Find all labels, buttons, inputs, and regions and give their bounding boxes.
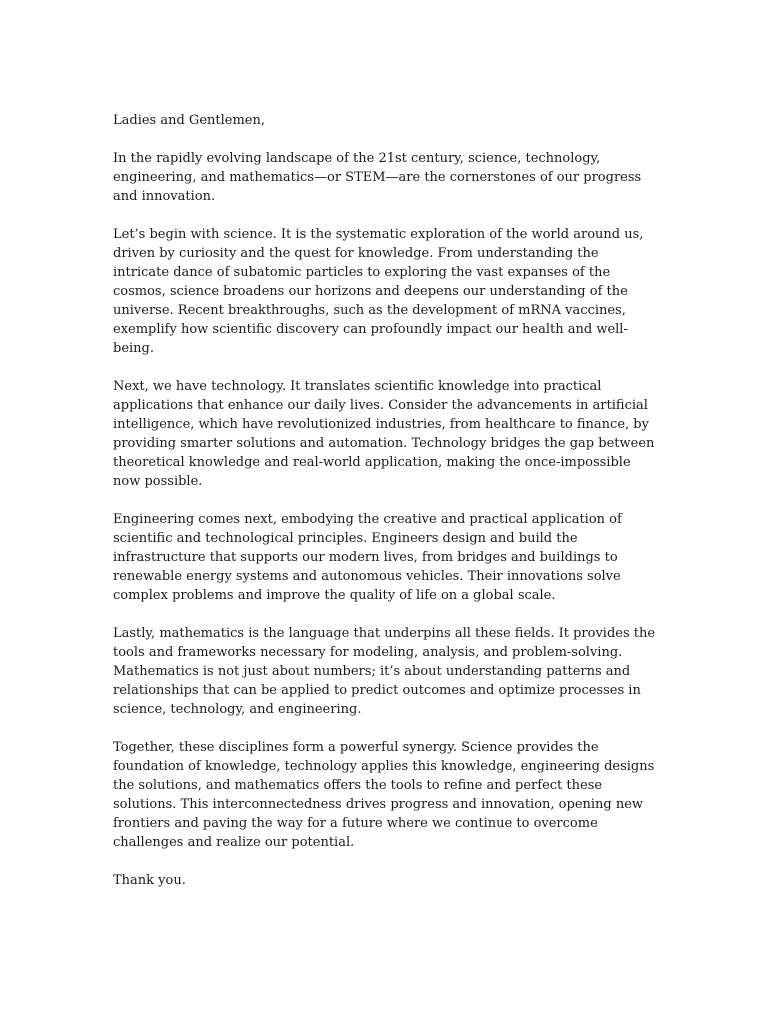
paragraph-mathematics: Lastly, mathematics is the language that underpins all these fields. It provides the tools and frameworks necessary for modeling, analysis, and problem-solving. Mathematics is not just about numbers; it’s about understanding patterns and relationships that can be applied to predict outcomes and optimize processes in science, technology, and engineering.	[113, 626, 656, 717]
paragraph-intro: In the rapidly evolving landscape of the 21st century, science, technology, engineering, and mathematics—or STEM—are the cornerstones of our progress and innovation.	[113, 151, 642, 204]
closing: Thank you.	[113, 873, 186, 888]
paragraph-synergy: Together, these disciplines form a powerful synergy. Science provides the foundation of knowledge, technology applies this knowledge, engineering designs the solutions, and mathematics offers the tools to refine and perfect these solutions. This interconnectedness drives progress and innovation, opening new frontiers and paving the way for a future where we continue to overcome challenges and realize our potential.	[113, 740, 655, 850]
paragraph-science: Let’s begin with science. It is the systematic exploration of the world around us, driven by curiosity and the quest for knowledge. From understanding the intricate dance of subatomic particles to exploring the vast expanses of the cosmos, science broadens our horizons and deepens our understanding of the universe. Recent breakthroughs, such as the development of mRNA vaccines, exemplify how scientific discovery can profoundly impact our health and well-being.	[113, 227, 644, 356]
document-body	[113, 111, 657, 890]
paragraph-technology: Next, we have technology. It translates scientific knowledge into practical applications that enhance our daily lives. Consider the advancements in artificial intelligence, which have revolutionized industries, from healthcare to finance, by providing smarter solutions and automation. Technology bridges the gap between theoretical knowledge and real-world application, making the once-impossible now possible.	[113, 379, 655, 489]
salutation: Ladies and Gentlemen,	[113, 113, 265, 128]
paragraph-engineering: Engineering comes next, embodying the creative and practical application of scientific and technological principles. Engineers design and build the infrastructure that supports our modern lives, from bridges and buildings to renewable energy systems and autonomous vehicles. Their innovations solve complex problems and improve the quality of life on a global scale.	[113, 512, 622, 603]
